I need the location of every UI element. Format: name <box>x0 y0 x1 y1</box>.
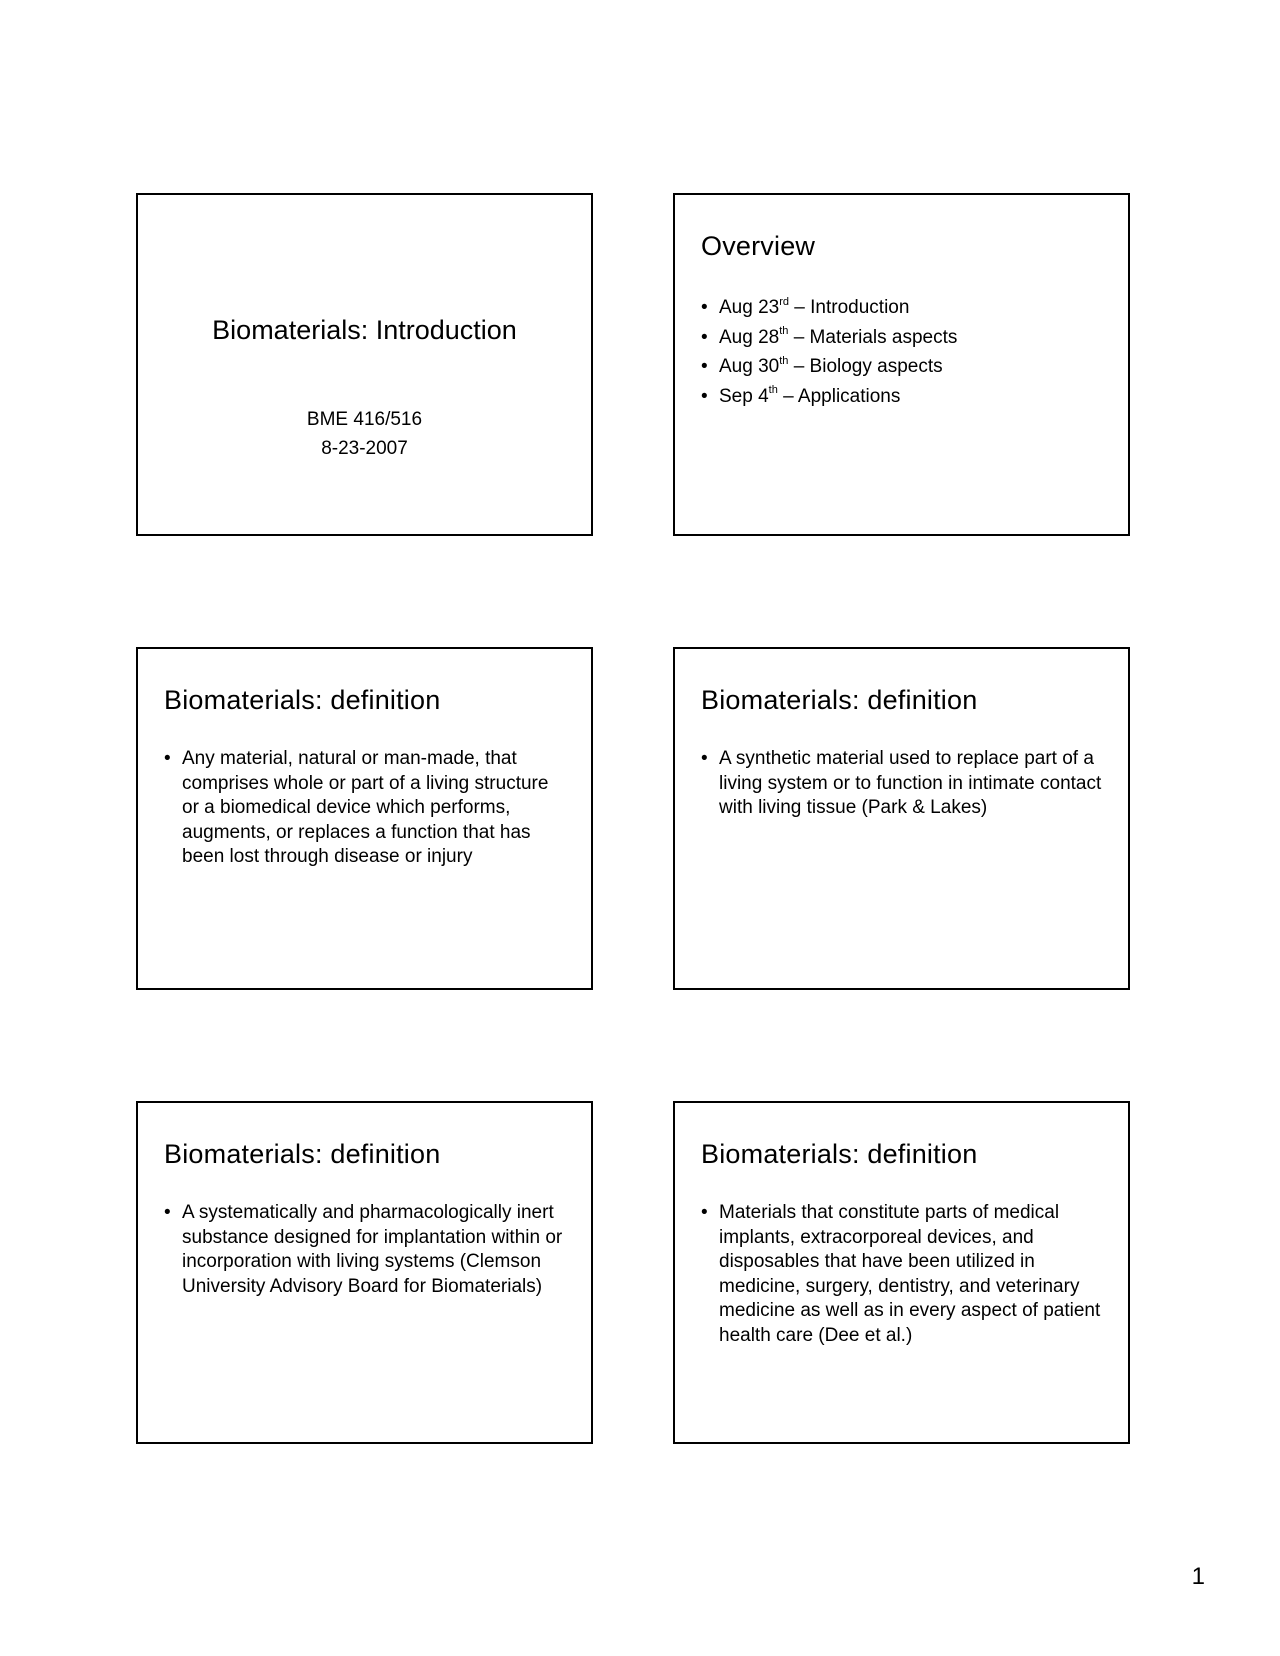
slide-definition-4 <box>673 1101 1130 1444</box>
slide-definition-1 <box>136 647 593 990</box>
overview-list <box>701 293 1106 411</box>
list-item <box>701 1201 1106 1348</box>
list-item: • Aug 28th – Materials aspects <box>701 323 1106 353</box>
bullet-icon: • <box>164 748 171 769</box>
list-item: • Sep 4th – Applications <box>701 382 1106 412</box>
bullet-icon: • <box>701 385 708 407</box>
list-item <box>701 747 1106 821</box>
course-code: BME 416/516 <box>306 409 423 430</box>
definition-text: Materials that constitute parts of medical implants, extracorporeal devices, and disposables that have been utilized in medicine, surgery, dentistry, and veterinary medicine as well as in every aspect of patient health care (Dee et al.) <box>719 1202 1101 1346</box>
slide-title: Biomaterials: definition <box>164 685 441 715</box>
slide-overview <box>673 193 1130 536</box>
definition-list <box>701 747 1106 821</box>
slide-title-slide <box>136 193 593 536</box>
page-number: 1 <box>1191 1563 1205 1590</box>
slide-title: Biomaterials: definition <box>701 685 978 715</box>
bullet-icon: • <box>701 1202 708 1223</box>
bullet-icon: • <box>701 326 708 348</box>
slide-title: Biomaterials: definition <box>701 1139 978 1169</box>
definition-list <box>701 1201 1106 1348</box>
bullet-icon: • <box>701 356 708 377</box>
definition-text: A systematically and pharmacologically inert substance designed for implantation within or incorporation with living systems (Clemson University Advisory Board for Biomaterials) <box>182 1202 563 1297</box>
list-item: • Aug 30th – Biology aspects <box>701 352 1106 382</box>
list-item <box>164 1201 569 1299</box>
slide-definition-3 <box>136 1101 593 1444</box>
list-item: • Aug 23rd – Introduction <box>701 293 1106 323</box>
bullet-icon: • <box>701 297 708 318</box>
definition-text: A synthetic material used to replace part of a living system or to function in intimate contact with living tissue (Park & Lakes) <box>719 748 1102 818</box>
slide-title: Biomaterials: definition <box>164 1139 441 1169</box>
lecture-date: 8-23-2007 <box>321 438 408 459</box>
list-item <box>164 747 569 870</box>
slide-title: Biomaterials: Introduction <box>212 315 517 345</box>
bullet-icon: • <box>701 748 708 769</box>
slide-definition-2 <box>673 647 1130 990</box>
slide-title: Overview <box>701 231 816 261</box>
definition-text: Any material, natural or man-made, that comprises whole or part of a living structure or a biomedical device which performs, augments, or replaces a function that has been lost through disease or injury <box>182 748 549 867</box>
definition-list <box>164 747 569 870</box>
definition-list <box>164 1201 569 1299</box>
bullet-icon: • <box>164 1202 171 1223</box>
